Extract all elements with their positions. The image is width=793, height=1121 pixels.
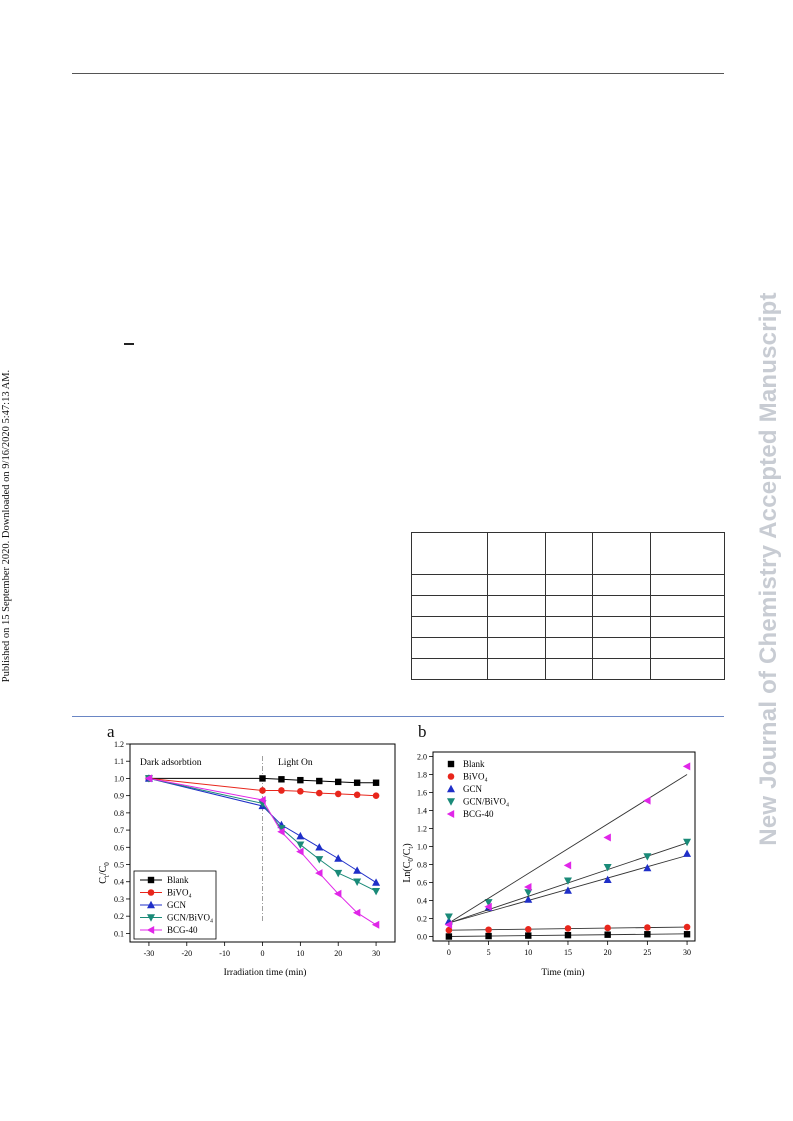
ylabel-a-sub2: 0 (103, 862, 111, 866)
legend-marker (447, 785, 455, 792)
data-point (372, 878, 380, 885)
table-cell (593, 617, 651, 638)
legend-marker (447, 810, 454, 818)
y-tick-label: 1.1 (114, 757, 124, 767)
legend-label: BCG-40 (167, 925, 198, 935)
table-cell (412, 638, 488, 659)
data-point (278, 787, 285, 794)
ylabel-a-slash: /C (98, 865, 109, 876)
y-tick-label: 1.6 (417, 788, 427, 798)
data-point (644, 924, 651, 931)
legend-label: GCN/BiVO₄ (463, 796, 510, 807)
data-point (683, 839, 691, 846)
data-table (411, 532, 725, 680)
y-tick-label: 0.3 (114, 894, 124, 904)
table-cell (488, 617, 546, 638)
table-cell (593, 533, 651, 575)
table-cell (412, 659, 488, 680)
x-tick-label: 10 (524, 948, 533, 957)
data-point (354, 780, 360, 786)
table-cell (412, 575, 488, 596)
legend-label: GCN/BiVO₄ (167, 912, 214, 923)
y-tick-label: 0.5 (114, 860, 124, 870)
table-row (412, 638, 725, 659)
legend-label: BiVO₄ (167, 887, 192, 898)
x-tick-label: 20 (334, 949, 343, 958)
x-tick-label: 25 (643, 948, 652, 957)
data-point (335, 791, 342, 798)
y-tick-label: 0.1 (114, 929, 124, 939)
table-cell (651, 575, 725, 596)
data-point (564, 861, 571, 869)
ylabel-b-end: ) (402, 843, 413, 847)
table-cell (651, 617, 725, 638)
legend-label: Blank (463, 759, 485, 769)
data-point (354, 791, 361, 798)
legend-label: BCG-40 (463, 809, 494, 819)
y-tick-label: 1.4 (417, 806, 427, 816)
x-tick-label: -10 (219, 949, 230, 958)
data-point (525, 926, 532, 933)
data-point (565, 925, 572, 932)
x-tick-label: 30 (372, 949, 381, 958)
chart-a-marks (114, 740, 395, 958)
y-tick-label: 0.7 (114, 826, 124, 836)
chart-b (393, 735, 708, 985)
y-tick-label: 0.4 (417, 896, 427, 906)
table-cell (651, 596, 725, 617)
table-cell (412, 533, 488, 575)
journal-watermark: New Journal of Chemistry Accepted Manuscript (755, 292, 782, 846)
y-tick-label: 1.2 (417, 824, 427, 834)
legend-label: BiVO₄ (463, 771, 488, 782)
y-tick-label: 0.8 (417, 860, 427, 870)
table-cell (651, 659, 725, 680)
table-cell (412, 617, 488, 638)
dash-mark (124, 343, 134, 345)
legend-label: GCN (167, 900, 187, 910)
table-row (412, 596, 725, 617)
table-row (412, 617, 725, 638)
region-label-dark: Dark adsorbtion (140, 758, 202, 768)
x-tick-label: 0 (260, 949, 265, 958)
x-tick-label: 5 (486, 948, 491, 957)
table-cell (651, 533, 725, 575)
table-cell (546, 638, 593, 659)
data-point (353, 866, 361, 873)
y-tick-label: 0.2 (417, 914, 427, 924)
data-point (683, 762, 690, 770)
data-point (373, 792, 380, 799)
chart-a-xlabel: Irradiation time (min) (223, 968, 307, 978)
data-point (334, 870, 342, 877)
y-tick-label: 0.2 (114, 912, 124, 922)
top-rule (72, 73, 724, 74)
data-point (335, 779, 341, 785)
data-point (525, 932, 531, 938)
legend-marker (447, 798, 455, 805)
data-point (315, 856, 323, 863)
table-cell (412, 596, 488, 617)
x-tick-label: 10 (296, 949, 305, 958)
table-row (412, 533, 725, 575)
data-point (485, 933, 491, 939)
x-tick-label: 30 (683, 948, 692, 957)
data-point (315, 869, 322, 877)
publication-side-note: Published on 15 September 2020. Downloaded on 9/16/2020 5:47:13 AM. (1, 369, 12, 683)
data-point (297, 788, 304, 795)
data-point (604, 932, 610, 938)
table-cell (488, 596, 546, 617)
y-tick-label: 0.6 (417, 878, 427, 888)
data-point (315, 843, 323, 850)
y-tick-label: 1.0 (114, 774, 124, 784)
legend-label: GCN (463, 784, 483, 794)
x-tick-label: 0 (446, 948, 451, 957)
ylabel-b-sub2: t (407, 846, 415, 849)
legend-label: Blank (167, 875, 189, 885)
data-point (316, 778, 322, 784)
legend-marker (148, 877, 154, 883)
data-point (373, 780, 379, 786)
data-point (683, 850, 691, 857)
chart-a (90, 735, 410, 985)
y-tick-label: 0.0 (417, 932, 427, 942)
data-point (259, 787, 266, 794)
x-tick-label: -30 (143, 949, 155, 958)
chart-a-ylabel (98, 862, 111, 884)
data-point (643, 797, 650, 805)
table-cell (546, 596, 593, 617)
data-point (604, 925, 611, 932)
chart-b-ylabel (402, 843, 415, 882)
table-cell (593, 659, 651, 680)
ylabel-a-main: C (98, 877, 109, 884)
table-cell (488, 638, 546, 659)
data-point (334, 854, 342, 861)
data-point (446, 933, 452, 939)
legend-marker (448, 761, 454, 767)
data-point (297, 777, 303, 783)
y-tick-label: 1.8 (417, 770, 427, 780)
data-point (644, 931, 650, 937)
data-point (604, 876, 612, 883)
ylabel-b-sub1: 0 (407, 858, 415, 862)
data-point (296, 832, 304, 839)
x-tick-label: 15 (563, 948, 572, 957)
data-point (684, 931, 690, 937)
ylabel-b-mid: /C (402, 848, 413, 859)
table-cell (593, 596, 651, 617)
table-cell (488, 659, 546, 680)
panel-a-label: a (107, 722, 115, 741)
table-cell (488, 575, 546, 596)
x-tick-label: -20 (181, 949, 193, 958)
table-cell (546, 533, 593, 575)
y-tick-label: 0.8 (114, 808, 124, 818)
y-tick-label: 0.9 (114, 791, 124, 801)
legend-marker (448, 773, 455, 780)
chart-b-marks (417, 752, 695, 957)
table-cell (593, 638, 651, 659)
data-point (353, 879, 361, 886)
table-cell (488, 533, 546, 575)
table-cell (546, 617, 593, 638)
table-row (412, 659, 725, 680)
y-tick-label: 0.6 (114, 843, 124, 853)
data-point (278, 776, 284, 782)
y-tick-label: 0.4 (114, 877, 124, 887)
data-point (296, 842, 304, 849)
panel-b-label: b (418, 722, 427, 741)
table-cell (593, 575, 651, 596)
data-point (445, 914, 453, 921)
y-tick-label: 2.0 (417, 752, 427, 762)
data-point (565, 932, 571, 938)
data-point (372, 888, 380, 895)
data-point (316, 790, 323, 797)
table-cell (651, 638, 725, 659)
table-cell (546, 575, 593, 596)
data-point (684, 924, 691, 931)
figure-separator (72, 716, 724, 717)
x-tick-label: 20 (603, 948, 612, 957)
region-label-light: Light On (278, 758, 313, 768)
data-point (259, 775, 265, 781)
table-cell (546, 659, 593, 680)
y-tick-label: 1.2 (114, 740, 124, 749)
legend-marker (148, 889, 155, 896)
data-point (372, 921, 379, 929)
ylabel-a-sub1: t (103, 875, 111, 878)
data-point (603, 834, 610, 842)
ylabel-b-main: Ln(C (402, 861, 413, 883)
chart-b-xlabel: Time (min) (541, 968, 585, 978)
table-row (412, 575, 725, 596)
data-point (485, 926, 492, 933)
y-tick-label: 1.0 (417, 842, 427, 852)
